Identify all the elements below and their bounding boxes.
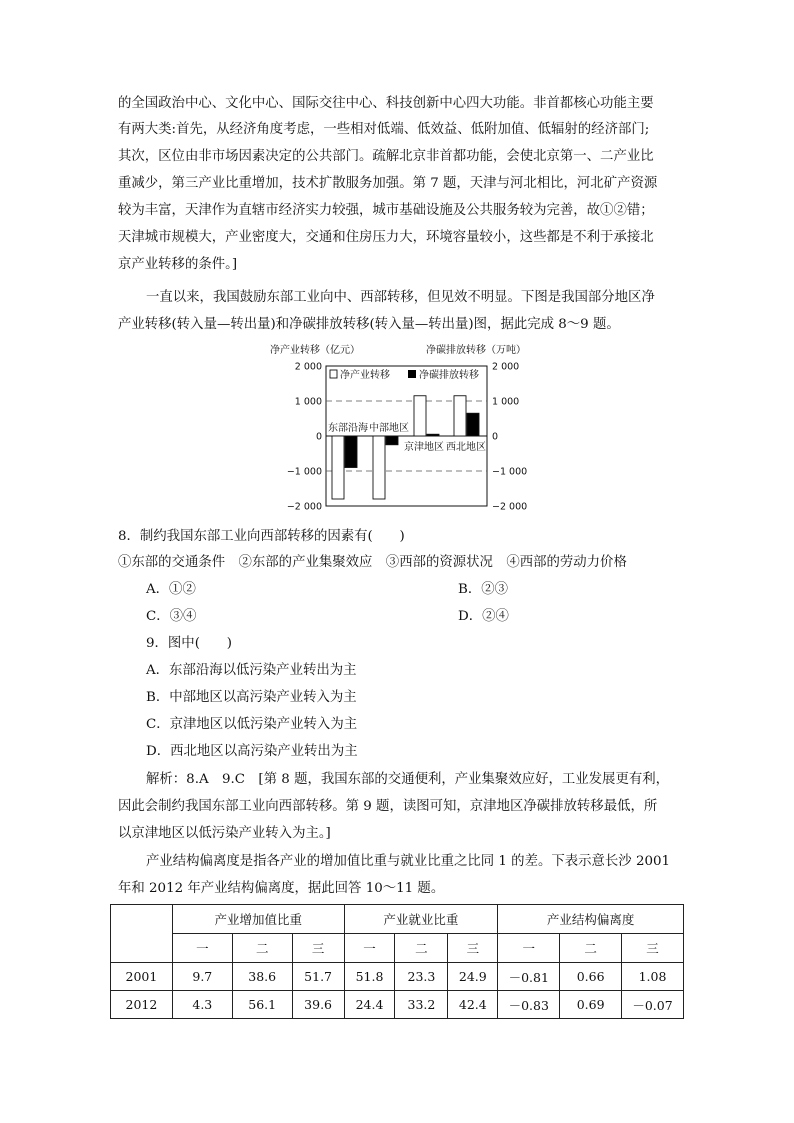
- table-cell: 38.6: [232, 963, 292, 991]
- right-tick-label: −2 000: [492, 501, 528, 513]
- bar-carbon-0: [345, 436, 357, 468]
- legend-label-carbon: 净碳排放转移: [419, 370, 479, 381]
- deviation-table: [110, 904, 684, 1019]
- table-row: [111, 963, 684, 991]
- passage-line: 其次，区位由非市场因素决定的公共部门。疏解北京非首都功能，会使北京第一、二产业比: [118, 149, 654, 164]
- table-cell: 24.9: [448, 963, 498, 991]
- table-cell: 1.08: [622, 963, 684, 991]
- intro-line: 产业转移(转入量—转出量)和净碳排放转移(转入量—转出量)图，据此完成 8～9 题。: [118, 317, 620, 332]
- passage-line: 重减少，第三产业比重增加，技术扩散服务加强。第 7 题，天津与河北相比，河北矿产资源: [118, 176, 658, 191]
- right-axis-title: 净碳排放转移（万吨）: [426, 345, 526, 356]
- row-year: 2012: [111, 991, 173, 1019]
- question-8-option-c[interactable]: C．③④: [146, 609, 197, 624]
- passage-line: 有两大类:首先，从经济角度考虑，一些相对低端、低效益、低附加值、低辐射的经济部门;: [118, 122, 650, 137]
- question-8-stem: 8．制约我国东部工业向西部转移的因素有( ): [118, 529, 405, 544]
- table-cell: 51.7: [292, 963, 344, 991]
- left-axis-title: 净产业转移（亿元）: [270, 345, 360, 356]
- transfer-chart: [270, 340, 540, 518]
- left-tick-label: 0: [315, 431, 322, 443]
- bar-industry-2: [414, 396, 426, 436]
- question-8-factors: ①东部的交通条件 ②东部的产业集聚效应 ③西部的资源状况 ④西部的劳动力价格: [118, 555, 627, 570]
- table-cell: 9.7: [172, 963, 232, 991]
- answer-line: 以京津地区以低污染产业转入为主。]: [118, 826, 331, 841]
- column-subheader: 一: [498, 934, 560, 963]
- left-tick-label: 1 000: [294, 396, 322, 408]
- legend-swatch-carbon: [408, 370, 416, 378]
- table-cell: －0.07: [622, 991, 684, 1019]
- passage-line: 的全国政治中心、文化中心、国际交往中心、科技创新中心四大功能。非首都核心功能主要: [118, 96, 654, 111]
- answer-line: 因此会制约我国东部工业向西部转移。第 9 题，读图可知，京津地区净碳排放转移最低，所: [118, 799, 658, 814]
- table-cell: 0.69: [560, 991, 622, 1019]
- table-row: [111, 991, 684, 1019]
- right-tick-label: −1 000: [492, 466, 528, 478]
- bar-carbon-3: [467, 413, 479, 436]
- table-header-row: [111, 905, 684, 934]
- right-tick-label: 0: [492, 431, 499, 443]
- bar-carbon-1: [386, 436, 398, 445]
- table-cell: 42.4: [448, 991, 498, 1019]
- column-group-header: 产业增加值比重: [172, 905, 344, 934]
- bar-industry-0: [332, 436, 344, 499]
- table-cell: 51.8: [344, 963, 395, 991]
- table-cell: 56.1: [232, 991, 292, 1019]
- question-9-stem: 9．图中( ): [146, 636, 232, 651]
- table-corner-cell: [111, 905, 173, 963]
- table-subheader-row: [111, 934, 684, 963]
- table-intro-line: 产业结构偏离度是指各产业的增加值比重与就业比重之比同 1 的差。下表示意长沙 2001: [146, 854, 671, 869]
- passage-line: 天津城市规模大，产业密度大，交通和住房压力大，环境容量较小，这些都是不利于承接北: [118, 230, 654, 245]
- category-label-northwest: 西北地区: [446, 442, 486, 453]
- left-tick-label: −1 000: [286, 466, 322, 478]
- table-cell: 0.66: [560, 963, 622, 991]
- table-cell: －0.81: [498, 963, 560, 991]
- left-tick-label: −2 000: [286, 501, 322, 513]
- row-year: 2001: [111, 963, 173, 991]
- legend-label-industry: 净产业转移: [340, 370, 390, 381]
- column-subheader: 三: [292, 934, 344, 963]
- table-cell: 24.4: [344, 991, 395, 1019]
- column-subheader: 三: [448, 934, 498, 963]
- table-cell: 4.3: [172, 991, 232, 1019]
- column-subheader: 二: [560, 934, 622, 963]
- table-cell: 23.3: [395, 963, 448, 991]
- bar-industry-1: [373, 436, 385, 499]
- intro-line: 一直以来，我国鼓励东部工业向中、西部转移，但见效不明显。下图是我国部分地区净: [146, 290, 655, 305]
- question-9-option-b[interactable]: B．中部地区以高污染产业转入为主: [146, 690, 357, 705]
- right-tick-label: 1 000: [492, 396, 520, 408]
- question-9-option-c[interactable]: C．京津地区以低污染产业转入为主: [146, 717, 358, 732]
- column-subheader: 一: [172, 934, 232, 963]
- table-intro-line: 年和 2012 年产业结构偏离度，据此回答 10～11 题。: [118, 881, 445, 896]
- left-tick-label: 2 000: [294, 361, 322, 373]
- question-9-option-a[interactable]: A．东部沿海以低污染产业转出为主: [146, 663, 357, 678]
- category-label-east: 东部沿海: [328, 423, 368, 434]
- right-tick-label: 2 000: [492, 361, 520, 373]
- column-subheader: 三: [622, 934, 684, 963]
- table-cell: 39.6: [292, 991, 344, 1019]
- column-subheader: 二: [232, 934, 292, 963]
- question-8-option-b[interactable]: B．②③: [458, 582, 509, 597]
- column-group-header: 产业就业比重: [344, 905, 498, 934]
- question-9-option-d[interactable]: D．西北地区以高污染产业转出为主: [146, 744, 358, 759]
- table-cell: 33.2: [395, 991, 448, 1019]
- category-label-central: 中部地区: [369, 423, 409, 434]
- question-8-option-d[interactable]: D．②④: [458, 609, 509, 624]
- legend-swatch-industry: [330, 370, 337, 378]
- passage-line: 京产业转移的条件。]: [118, 257, 238, 272]
- column-group-header: 产业结构偏离度: [498, 905, 684, 934]
- category-label-jingjin: 京津地区: [404, 442, 444, 453]
- bar-carbon-2: [427, 434, 439, 436]
- passage-line: 较为丰富，天津作为直辖市经济实力较强，城市基础设施及公共服务较为完善，故①②错；: [118, 203, 654, 218]
- column-subheader: 二: [395, 934, 448, 963]
- question-8-option-a[interactable]: A．①②: [146, 582, 196, 597]
- table-cell: －0.83: [498, 991, 560, 1019]
- bar-industry-3: [454, 396, 466, 436]
- answer-line: 解析：8.A 9.C [第 8 题，我国东部的交通便利，产业集聚效应好，工业发展更有利，: [146, 772, 670, 787]
- column-subheader: 一: [344, 934, 395, 963]
